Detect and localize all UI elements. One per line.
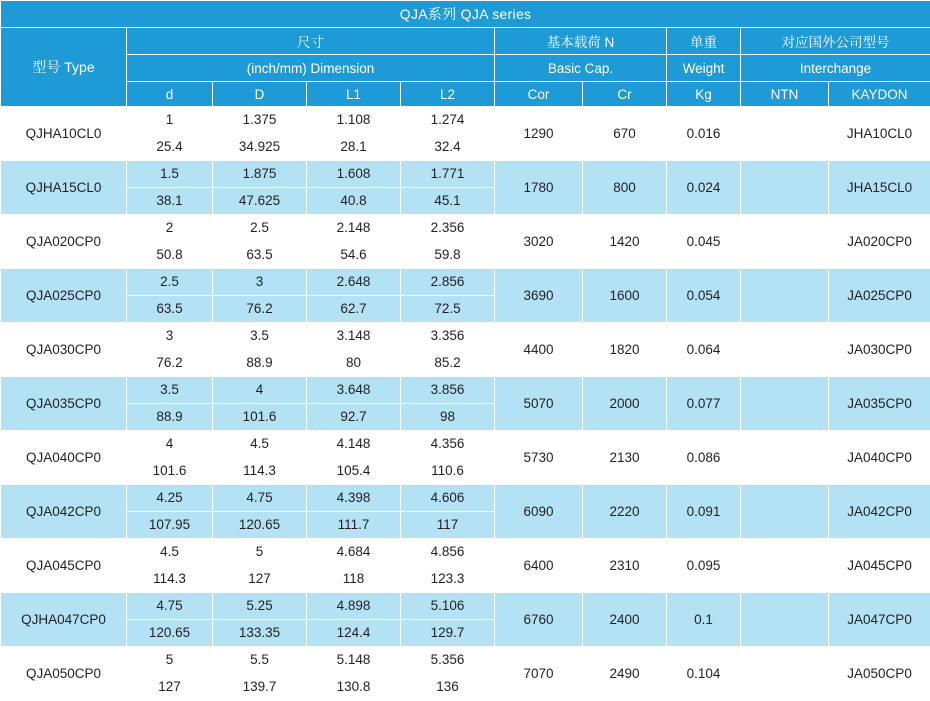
cell-D-mm: 88.9 [213, 350, 307, 377]
cell-kg: 0.091 [667, 485, 741, 539]
cell-kaydon: JA020CP0 [829, 215, 930, 269]
cell-cor: 5070 [495, 377, 583, 431]
cell-d-inch: 2.5 [127, 269, 213, 296]
cell-L2-inch: 1.771 [401, 161, 495, 188]
cell-D-mm: 47.625 [213, 188, 307, 215]
cell-L2-mm: 129.7 [401, 620, 495, 647]
cell-type: QJA020CP0 [1, 215, 127, 269]
cell-D-inch: 5.5 [213, 647, 307, 674]
table-title: QJA系列 QJA series [1, 1, 930, 28]
cell-cor: 6760 [495, 593, 583, 647]
cell-d-mm: 101.6 [127, 458, 213, 485]
cell-L2-mm: 110.6 [401, 458, 495, 485]
cell-type: QJA035CP0 [1, 377, 127, 431]
header-col-cor: Cor [495, 82, 583, 107]
cell-d-inch: 4 [127, 431, 213, 458]
cell-ntn [741, 593, 829, 647]
cell-ntn [741, 323, 829, 377]
cell-L2-inch: 4.856 [401, 539, 495, 566]
cell-D-inch: 3.5 [213, 323, 307, 350]
cell-cr: 2490 [583, 647, 667, 701]
cell-cr: 2000 [583, 377, 667, 431]
header-interchange-sub: Interchange [741, 55, 930, 82]
header-row-3 [1, 82, 930, 107]
cell-L1-mm: 124.4 [307, 620, 401, 647]
cell-cr: 1820 [583, 323, 667, 377]
cell-L2-mm: 117 [401, 512, 495, 539]
table-row [1, 215, 930, 242]
cell-L1-inch: 3.148 [307, 323, 401, 350]
cell-L1-mm: 54.6 [307, 242, 401, 269]
cell-cor: 1780 [495, 161, 583, 215]
cell-L1-mm: 40.8 [307, 188, 401, 215]
table-body [1, 1, 930, 701]
cell-kg: 0.024 [667, 161, 741, 215]
cell-ntn [741, 161, 829, 215]
cell-L1-inch: 2.648 [307, 269, 401, 296]
header-col-kg: Kg [667, 82, 741, 107]
cell-ntn [741, 485, 829, 539]
cell-type: QJHA047CP0 [1, 593, 127, 647]
cell-L1-inch: 1.608 [307, 161, 401, 188]
cell-D-mm: 120.65 [213, 512, 307, 539]
cell-cor: 3020 [495, 215, 583, 269]
header-col-L2: L2 [401, 82, 495, 107]
cell-ntn [741, 539, 829, 593]
cell-type: QJA042CP0 [1, 485, 127, 539]
table-row [1, 323, 930, 350]
cell-cor: 1290 [495, 107, 583, 161]
cell-L2-mm: 98 [401, 404, 495, 431]
cell-D-mm: 127 [213, 566, 307, 593]
cell-D-inch: 3 [213, 269, 307, 296]
cell-L1-inch: 4.148 [307, 431, 401, 458]
header-type: 型号 Type [1, 28, 127, 107]
cell-d-inch: 3 [127, 323, 213, 350]
cell-D-mm: 114.3 [213, 458, 307, 485]
table-row [1, 377, 930, 404]
cell-L2-mm: 32.4 [401, 134, 495, 161]
cell-cor: 6400 [495, 539, 583, 593]
cell-L1-inch: 1.108 [307, 107, 401, 134]
cell-type: QJA050CP0 [1, 647, 127, 701]
cell-kg: 0.045 [667, 215, 741, 269]
cell-D-inch: 4.5 [213, 431, 307, 458]
cell-L2-mm: 123.3 [401, 566, 495, 593]
table-row [1, 647, 930, 674]
cell-D-inch: 5.25 [213, 593, 307, 620]
cell-L1-mm: 111.7 [307, 512, 401, 539]
cell-L2-inch: 4.606 [401, 485, 495, 512]
cell-cr: 1420 [583, 215, 667, 269]
cell-d-mm: 50.8 [127, 242, 213, 269]
header-basic-load-group: 基本载荷 N [495, 28, 667, 55]
header-col-d: d [127, 82, 213, 107]
cell-L1-mm: 62.7 [307, 296, 401, 323]
cell-L2-mm: 45.1 [401, 188, 495, 215]
cell-ntn [741, 431, 829, 485]
cell-kg: 0.016 [667, 107, 741, 161]
cell-ntn [741, 647, 829, 701]
cell-cor: 3690 [495, 269, 583, 323]
cell-L2-mm: 59.8 [401, 242, 495, 269]
cell-kg: 0.086 [667, 431, 741, 485]
cell-ntn [741, 269, 829, 323]
cell-cr: 2310 [583, 539, 667, 593]
header-col-D: D [213, 82, 307, 107]
cell-D-inch: 5 [213, 539, 307, 566]
cell-L1-mm: 80 [307, 350, 401, 377]
header-col-L1: L1 [307, 82, 401, 107]
cell-cr: 800 [583, 161, 667, 215]
table-row [1, 161, 930, 188]
cell-kaydon: JA025CP0 [829, 269, 930, 323]
header-interchange-group: 对应国外公司型号 [741, 28, 930, 55]
cell-D-inch: 2.5 [213, 215, 307, 242]
cell-L1-inch: 4.898 [307, 593, 401, 620]
header-dimension-sub: (inch/mm) Dimension [127, 55, 495, 82]
cell-ntn [741, 107, 829, 161]
cell-L2-inch: 5.356 [401, 647, 495, 674]
cell-type: QJA045CP0 [1, 539, 127, 593]
cell-d-inch: 4.25 [127, 485, 213, 512]
cell-d-inch: 4.5 [127, 539, 213, 566]
header-col-cr: Cr [583, 82, 667, 107]
cell-cr: 670 [583, 107, 667, 161]
cell-L2-inch: 1.274 [401, 107, 495, 134]
cell-type: QJHA15CL0 [1, 161, 127, 215]
header-weight-group: 单重 [667, 28, 741, 55]
cell-d-mm: 88.9 [127, 404, 213, 431]
cell-D-mm: 63.5 [213, 242, 307, 269]
cell-L2-mm: 85.2 [401, 350, 495, 377]
table-row [1, 431, 930, 458]
cell-L1-mm: 105.4 [307, 458, 401, 485]
cell-d-inch: 1 [127, 107, 213, 134]
cell-L1-inch: 2.148 [307, 215, 401, 242]
cell-kaydon: JA050CP0 [829, 647, 930, 701]
cell-kg: 0.054 [667, 269, 741, 323]
cell-L2-inch: 4.356 [401, 431, 495, 458]
table-row [1, 539, 930, 566]
cell-type: QJA040CP0 [1, 431, 127, 485]
cell-kaydon: JA042CP0 [829, 485, 930, 539]
cell-L1-inch: 5.148 [307, 647, 401, 674]
cell-D-mm: 34.925 [213, 134, 307, 161]
cell-L1-inch: 4.398 [307, 485, 401, 512]
cell-type: QJA030CP0 [1, 323, 127, 377]
cell-D-inch: 4.75 [213, 485, 307, 512]
header-col-ntn: NTN [741, 82, 829, 107]
cell-d-inch: 1.5 [127, 161, 213, 188]
cell-D-mm: 133.35 [213, 620, 307, 647]
cell-L2-inch: 5.106 [401, 593, 495, 620]
cell-kg: 0.1 [667, 593, 741, 647]
cell-type: QJA025CP0 [1, 269, 127, 323]
cell-kg: 0.064 [667, 323, 741, 377]
cell-L1-inch: 3.648 [307, 377, 401, 404]
cell-d-mm: 120.65 [127, 620, 213, 647]
table-row [1, 107, 930, 134]
cell-L2-mm: 136 [401, 674, 495, 701]
cell-cr: 2220 [583, 485, 667, 539]
cell-D-mm: 101.6 [213, 404, 307, 431]
table-row [1, 269, 930, 296]
cell-L1-inch: 4.684 [307, 539, 401, 566]
cell-cor: 4400 [495, 323, 583, 377]
cell-L1-mm: 28.1 [307, 134, 401, 161]
cell-L2-inch: 3.356 [401, 323, 495, 350]
cell-kaydon: JA040CP0 [829, 431, 930, 485]
cell-L2-mm: 72.5 [401, 296, 495, 323]
cell-kg: 0.077 [667, 377, 741, 431]
cell-d-inch: 3.5 [127, 377, 213, 404]
cell-d-mm: 63.5 [127, 296, 213, 323]
cell-L1-mm: 118 [307, 566, 401, 593]
header-row-2 [1, 55, 930, 82]
header-col-kaydon: KAYDON [829, 82, 930, 107]
cell-d-inch: 2 [127, 215, 213, 242]
cell-d-mm: 127 [127, 674, 213, 701]
cell-D-mm: 139.7 [213, 674, 307, 701]
cell-L2-inch: 2.356 [401, 215, 495, 242]
cell-D-inch: 1.375 [213, 107, 307, 134]
cell-kg: 0.095 [667, 539, 741, 593]
cell-kaydon: JA035CP0 [829, 377, 930, 431]
cell-d-mm: 25.4 [127, 134, 213, 161]
cell-d-mm: 38.1 [127, 188, 213, 215]
cell-ntn [741, 215, 829, 269]
cell-d-inch: 4.75 [127, 593, 213, 620]
cell-kaydon: JA030CP0 [829, 323, 930, 377]
cell-ntn [741, 377, 829, 431]
cell-L1-mm: 130.8 [307, 674, 401, 701]
table-row [1, 485, 930, 512]
cell-cor: 6090 [495, 485, 583, 539]
cell-cr: 1600 [583, 269, 667, 323]
header-weight-sub: Weight [667, 55, 741, 82]
cell-D-inch: 4 [213, 377, 307, 404]
cell-kaydon: JA047CP0 [829, 593, 930, 647]
cell-d-mm: 76.2 [127, 350, 213, 377]
cell-D-inch: 1.875 [213, 161, 307, 188]
table-row [1, 593, 930, 620]
cell-d-mm: 114.3 [127, 566, 213, 593]
cell-kaydon: JHA10CL0 [829, 107, 930, 161]
cell-cr: 2130 [583, 431, 667, 485]
cell-L2-inch: 2.856 [401, 269, 495, 296]
cell-L1-mm: 92.7 [307, 404, 401, 431]
cell-kaydon: JHA15CL0 [829, 161, 930, 215]
cell-cor: 5730 [495, 431, 583, 485]
cell-cor: 7070 [495, 647, 583, 701]
cell-type: QJHA10CL0 [1, 107, 127, 161]
header-row-1 [1, 28, 930, 55]
header-basic-load-sub: Basic Cap. [495, 55, 667, 82]
cell-D-mm: 76.2 [213, 296, 307, 323]
cell-kaydon: JA045CP0 [829, 539, 930, 593]
cell-kg: 0.104 [667, 647, 741, 701]
cell-cr: 2400 [583, 593, 667, 647]
cell-d-inch: 5 [127, 647, 213, 674]
table-title-row [1, 1, 930, 28]
cell-d-mm: 107.95 [127, 512, 213, 539]
cell-L2-inch: 3.856 [401, 377, 495, 404]
header-dimension-group: 尺寸 [127, 28, 495, 55]
